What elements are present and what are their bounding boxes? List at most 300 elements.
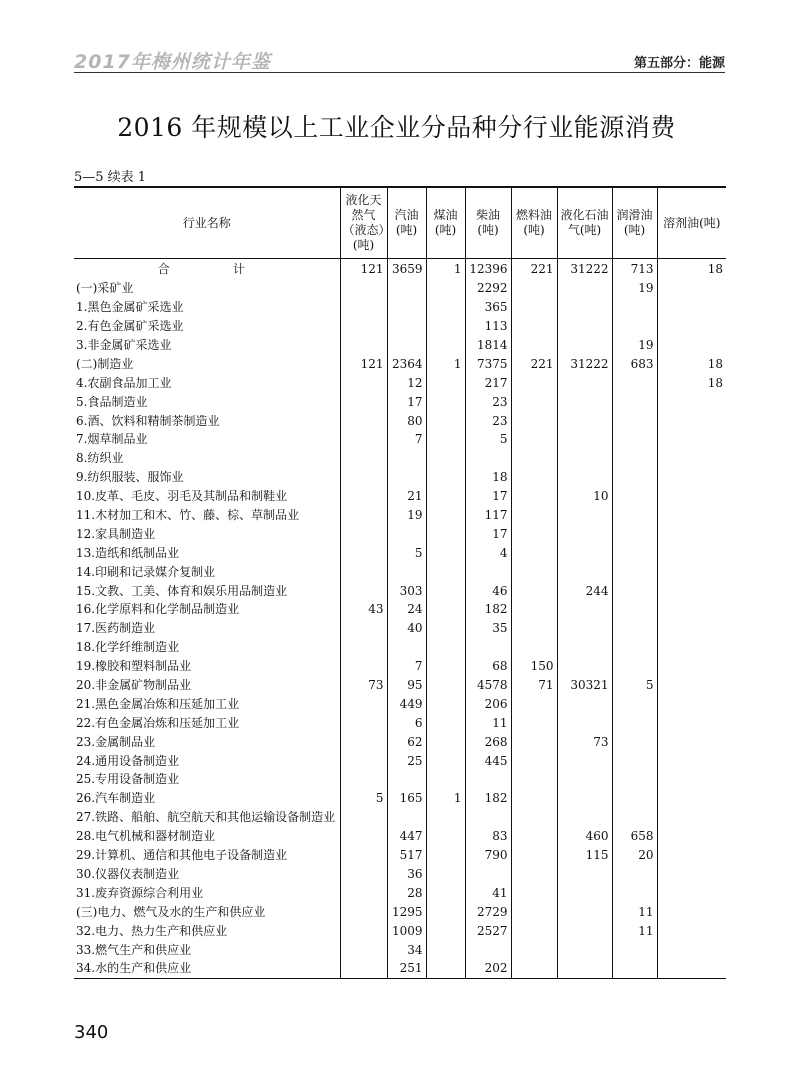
table-cell (511, 865, 557, 884)
table-cell: 517 (387, 846, 426, 865)
table-row (74, 827, 726, 846)
table-cell: 221 (511, 259, 557, 279)
table-cell (465, 865, 511, 884)
table-cell (557, 524, 612, 543)
table-cell (557, 430, 612, 449)
industry-name: 10.皮革、毛皮、羽毛及其制品和制鞋业 (76, 489, 288, 504)
column-header: 燃料油(吨) (511, 187, 557, 259)
table-cell (426, 543, 465, 562)
table-cell (511, 449, 557, 468)
table-row (74, 279, 726, 298)
table-cell (657, 732, 726, 751)
table-row (74, 657, 726, 676)
table-cell (426, 317, 465, 336)
table-cell: 113 (465, 317, 511, 336)
industry-name: 29.计算机、通信和其他电子设备制造业 (76, 848, 288, 863)
table-cell (557, 336, 612, 355)
industry-name: 24.通用设备制造业 (76, 753, 180, 768)
table-cell (340, 506, 387, 525)
column-header: 润滑油(吨) (612, 187, 657, 259)
industry-name: 3.非金属矿采选业 (76, 338, 172, 352)
industry-name: (二)制造业 (76, 356, 134, 371)
table-cell (340, 808, 387, 827)
table-cell (426, 392, 465, 411)
table-cell (612, 940, 657, 959)
industry-name: 11.木材加工和木、竹、藤、棕、草制品业 (76, 508, 300, 523)
table-cell (465, 449, 511, 468)
total-row (74, 259, 726, 279)
table-cell: 18 (657, 354, 726, 373)
industry-name: 30.仪器仪表制造业 (76, 866, 180, 881)
table-cell (612, 694, 657, 713)
table-cell: 80 (387, 411, 426, 430)
table-cell (426, 411, 465, 430)
table-cell (511, 506, 557, 525)
table-row (74, 713, 726, 732)
industry-name: 4.农副食品加工业 (76, 375, 172, 390)
table-cell (465, 808, 511, 827)
industry-name: 19.橡胶和塑料制品业 (76, 659, 192, 674)
table-cell (340, 392, 387, 411)
table-cell (612, 657, 657, 676)
table-row (74, 487, 726, 506)
table-cell: 115 (557, 846, 612, 865)
table-row (74, 562, 726, 581)
table-cell (657, 713, 726, 732)
table-cell: 28 (387, 883, 426, 902)
table-cell: 18 (657, 259, 726, 279)
table-cell (657, 449, 726, 468)
table-row (74, 638, 726, 657)
table-cell: 2527 (465, 921, 511, 940)
column-header: 溶剂油(吨) (657, 187, 726, 259)
table-cell (426, 770, 465, 789)
table-row (74, 940, 726, 959)
table-cell (511, 487, 557, 506)
table-label: 5—5 续表 1 (74, 170, 147, 185)
table-row (74, 373, 726, 392)
table-row (74, 789, 726, 808)
industry-name: 18.化学纤维制造业 (76, 640, 180, 655)
table-cell (657, 959, 726, 978)
table-cell (612, 298, 657, 317)
table-cell (657, 694, 726, 713)
table-cell (426, 676, 465, 695)
column-header: 柴油(吨) (465, 187, 511, 259)
table-row (74, 959, 726, 978)
table-cell (657, 940, 726, 959)
table-cell (612, 411, 657, 430)
table-cell (557, 619, 612, 638)
table-row (74, 619, 726, 638)
table-cell: 35 (465, 619, 511, 638)
table-cell (511, 694, 557, 713)
table-cell (340, 638, 387, 657)
table-cell (612, 713, 657, 732)
table-cell (557, 392, 612, 411)
table-cell (657, 543, 726, 562)
table-cell (511, 581, 557, 600)
table-cell (612, 638, 657, 657)
table-cell: 11 (612, 902, 657, 921)
industry-name: 28.电气机械和器材制造业 (76, 829, 216, 844)
table-cell (426, 808, 465, 827)
table-cell (465, 940, 511, 959)
table-cell (557, 770, 612, 789)
table-row (74, 581, 726, 600)
table-row (74, 317, 726, 336)
table-cell (340, 865, 387, 884)
table-cell (657, 392, 726, 411)
table-cell (340, 694, 387, 713)
table-cell (426, 336, 465, 355)
table-cell (426, 506, 465, 525)
table-cell (557, 411, 612, 430)
table-cell: 449 (387, 694, 426, 713)
table-cell: 36 (387, 865, 426, 884)
table-cell: 365 (465, 298, 511, 317)
industry-name: 33.燃气生产和供应业 (76, 942, 192, 957)
table-cell (511, 562, 557, 581)
table-cell: 206 (465, 694, 511, 713)
table-cell: 7375 (465, 354, 511, 373)
table-cell (426, 657, 465, 676)
industry-name: 5.食品制造业 (76, 394, 148, 409)
table-cell: 7 (387, 657, 426, 676)
table-cell (557, 373, 612, 392)
table-cell (340, 770, 387, 789)
table-cell (465, 562, 511, 581)
table-cell (511, 713, 557, 732)
table-cell (557, 638, 612, 657)
table-cell (426, 581, 465, 600)
table-cell: 447 (387, 827, 426, 846)
table-cell (511, 883, 557, 902)
table-cell (557, 543, 612, 562)
table-cell (657, 657, 726, 676)
column-header: 煤油(吨) (426, 187, 465, 259)
table-cell (340, 373, 387, 392)
table-cell: 18 (657, 373, 726, 392)
table-cell (657, 808, 726, 827)
table-cell (557, 468, 612, 487)
industry-name: 16.化学原料和化学制品制造业 (76, 602, 240, 617)
table-cell (612, 317, 657, 336)
energy-consumption-table (74, 186, 726, 979)
table-cell (612, 770, 657, 789)
table-cell: 41 (465, 883, 511, 902)
table-cell: 1 (426, 354, 465, 373)
table-cell: 62 (387, 732, 426, 751)
table-cell: 2364 (387, 354, 426, 373)
table-cell (511, 373, 557, 392)
table-cell (340, 827, 387, 846)
table-cell (612, 430, 657, 449)
page-number: 340 (74, 1022, 109, 1043)
table-cell (557, 657, 612, 676)
table-cell (557, 694, 612, 713)
table-cell (426, 298, 465, 317)
table-cell (557, 600, 612, 619)
table-cell (387, 808, 426, 827)
table-cell: 24 (387, 600, 426, 619)
table-cell (387, 638, 426, 657)
industry-name: 32.电力、热力生产和供应业 (76, 923, 228, 938)
table-cell: 5 (612, 676, 657, 695)
table-cell (657, 279, 726, 298)
table-cell (426, 468, 465, 487)
table-cell (426, 751, 465, 770)
table-cell (657, 336, 726, 355)
industry-name: 14.印刷和记录媒介复制业 (76, 564, 216, 579)
table-cell (511, 524, 557, 543)
table-row (74, 846, 726, 865)
table-cell (387, 336, 426, 355)
table-cell (426, 846, 465, 865)
table-cell (340, 657, 387, 676)
table-cell (612, 959, 657, 978)
industry-name: 31.废弃资源综合利用业 (76, 885, 204, 900)
table-row (74, 883, 726, 902)
industry-name: (三)电力、燃气及水的生产和供应业 (76, 904, 266, 919)
table-cell (612, 449, 657, 468)
table-cell: 31222 (557, 354, 612, 373)
table-cell: 11 (612, 921, 657, 940)
table-cell (612, 487, 657, 506)
table-cell (657, 619, 726, 638)
table-cell: 1 (426, 259, 465, 279)
table-row (74, 808, 726, 827)
table-cell: 19 (612, 279, 657, 298)
table-cell: 19 (612, 336, 657, 355)
table-cell (511, 751, 557, 770)
table-cell (657, 846, 726, 865)
table-cell: 5 (340, 789, 387, 808)
table-cell: 121 (340, 354, 387, 373)
table-cell: 150 (511, 657, 557, 676)
table-cell (657, 676, 726, 695)
table-cell (426, 487, 465, 506)
table-cell (657, 562, 726, 581)
table-cell (511, 298, 557, 317)
table-cell (612, 600, 657, 619)
column-header: 液化天然气（液态）(吨) (340, 187, 387, 259)
table-cell: 2292 (465, 279, 511, 298)
table-cell (426, 940, 465, 959)
table-row (74, 902, 726, 921)
table-cell: 244 (557, 581, 612, 600)
table-row (74, 524, 726, 543)
table-cell: 658 (612, 827, 657, 846)
industry-name: 23.金属制品业 (76, 734, 156, 749)
table-cell (426, 600, 465, 619)
table-cell (511, 317, 557, 336)
table-cell (657, 921, 726, 940)
table-cell (557, 789, 612, 808)
yearbook-title: 2017年梅州统计年鉴 (74, 51, 271, 73)
table-cell (465, 770, 511, 789)
table-cell (612, 865, 657, 884)
table-cell (657, 865, 726, 884)
table-cell (340, 430, 387, 449)
table-cell (657, 524, 726, 543)
table-cell (340, 279, 387, 298)
table-cell (387, 468, 426, 487)
table-cell (557, 449, 612, 468)
table-cell (340, 940, 387, 959)
table-cell: 445 (465, 751, 511, 770)
table-row (74, 298, 726, 317)
table-row (74, 732, 726, 751)
table-cell: 18 (465, 468, 511, 487)
table-cell (612, 732, 657, 751)
table-cell (511, 808, 557, 827)
industry-name: 22.有色金属冶炼和压延加工业 (76, 715, 240, 730)
table-cell: 2729 (465, 902, 511, 921)
header-divider (74, 72, 725, 73)
table-cell (387, 317, 426, 336)
table-cell (612, 543, 657, 562)
table-cell (340, 732, 387, 751)
column-header: 行业名称 (74, 187, 340, 259)
table-cell: 73 (557, 732, 612, 751)
table-cell (426, 524, 465, 543)
table-cell (511, 770, 557, 789)
table-cell: 713 (612, 259, 657, 279)
table-cell (340, 713, 387, 732)
table-row (74, 430, 726, 449)
table-cell (511, 827, 557, 846)
table-cell (657, 298, 726, 317)
table-row (74, 354, 726, 373)
table-cell (557, 883, 612, 902)
table-cell (340, 581, 387, 600)
table-cell (340, 883, 387, 902)
table-cell: 43 (340, 600, 387, 619)
table-cell (612, 581, 657, 600)
table-cell (511, 392, 557, 411)
table-cell: 23 (465, 411, 511, 430)
table-cell: 12396 (465, 259, 511, 279)
table-row (74, 411, 726, 430)
table-cell: 21 (387, 487, 426, 506)
industry-name: 12.家具制造业 (76, 526, 156, 541)
table-cell: 17 (465, 524, 511, 543)
table-cell (612, 808, 657, 827)
table-cell (612, 373, 657, 392)
industry-name: 2.有色金属矿采选业 (76, 319, 184, 334)
table-cell (426, 902, 465, 921)
industry-name: 34.水的生产和供应业 (74, 959, 340, 978)
table-cell (612, 524, 657, 543)
table-cell (557, 713, 612, 732)
table-cell: 34 (387, 940, 426, 959)
table-cell (340, 336, 387, 355)
industry-name: 7.烟草制品业 (76, 432, 148, 447)
table-cell: 7 (387, 430, 426, 449)
table-cell (511, 600, 557, 619)
table-cell (657, 411, 726, 430)
page-title: 2016 年规模以上工业企业分品种分行业能源消费 (117, 113, 676, 142)
table-cell (340, 921, 387, 940)
table-cell: 20 (612, 846, 657, 865)
table-cell: 5 (387, 543, 426, 562)
table-cell: 11 (465, 713, 511, 732)
table-cell (511, 430, 557, 449)
table-cell (557, 506, 612, 525)
table-header-row (74, 187, 726, 259)
table-cell (511, 921, 557, 940)
table-cell (657, 770, 726, 789)
table-cell (511, 940, 557, 959)
table-cell: 1009 (387, 921, 426, 940)
table-cell: 17 (465, 487, 511, 506)
table-cell: 19 (387, 506, 426, 525)
industry-name: 25.专用设备制造业 (76, 772, 180, 787)
table-cell (511, 619, 557, 638)
table-cell (657, 751, 726, 770)
table-cell: 268 (465, 732, 511, 751)
table-cell: 4578 (465, 676, 511, 695)
table-cell (657, 638, 726, 657)
table-cell (657, 827, 726, 846)
table-cell: 31222 (557, 259, 612, 279)
table-cell (511, 846, 557, 865)
column-header: 汽油(吨) (387, 187, 426, 259)
table-cell (557, 562, 612, 581)
table-cell (557, 298, 612, 317)
table-cell: 117 (465, 506, 511, 525)
table-cell: 251 (387, 959, 426, 978)
table-cell: 3659 (387, 259, 426, 279)
table-cell: 46 (465, 581, 511, 600)
table-cell (612, 562, 657, 581)
table-cell (511, 411, 557, 430)
table-row (74, 694, 726, 713)
table-cell (511, 543, 557, 562)
table-cell (387, 279, 426, 298)
column-header: 液化石油气(吨) (557, 187, 612, 259)
table-cell (612, 619, 657, 638)
table-cell (340, 902, 387, 921)
table-cell: 68 (465, 657, 511, 676)
table-cell (465, 638, 511, 657)
table-cell (426, 449, 465, 468)
industry-name: 21.黑色金属冶炼和压延加工业 (76, 696, 240, 711)
table-cell (340, 468, 387, 487)
table-cell (612, 789, 657, 808)
industry-name: 9.纺织服装、服饰业 (76, 470, 184, 485)
table-cell (557, 902, 612, 921)
table-row (74, 543, 726, 562)
table-cell (612, 506, 657, 525)
table-cell (511, 732, 557, 751)
table-cell: 95 (387, 676, 426, 695)
table-row (74, 770, 726, 789)
table-cell (612, 751, 657, 770)
table-cell (426, 638, 465, 657)
table-cell (340, 959, 387, 978)
table-cell: 182 (465, 600, 511, 619)
table-cell (557, 940, 612, 959)
table-cell (557, 317, 612, 336)
table-row (74, 751, 726, 770)
table-cell (657, 430, 726, 449)
section-title: 第五部分：能源 (633, 56, 725, 71)
industry-name: 17.医药制造业 (76, 621, 156, 636)
table-row (74, 506, 726, 525)
table-cell (557, 808, 612, 827)
